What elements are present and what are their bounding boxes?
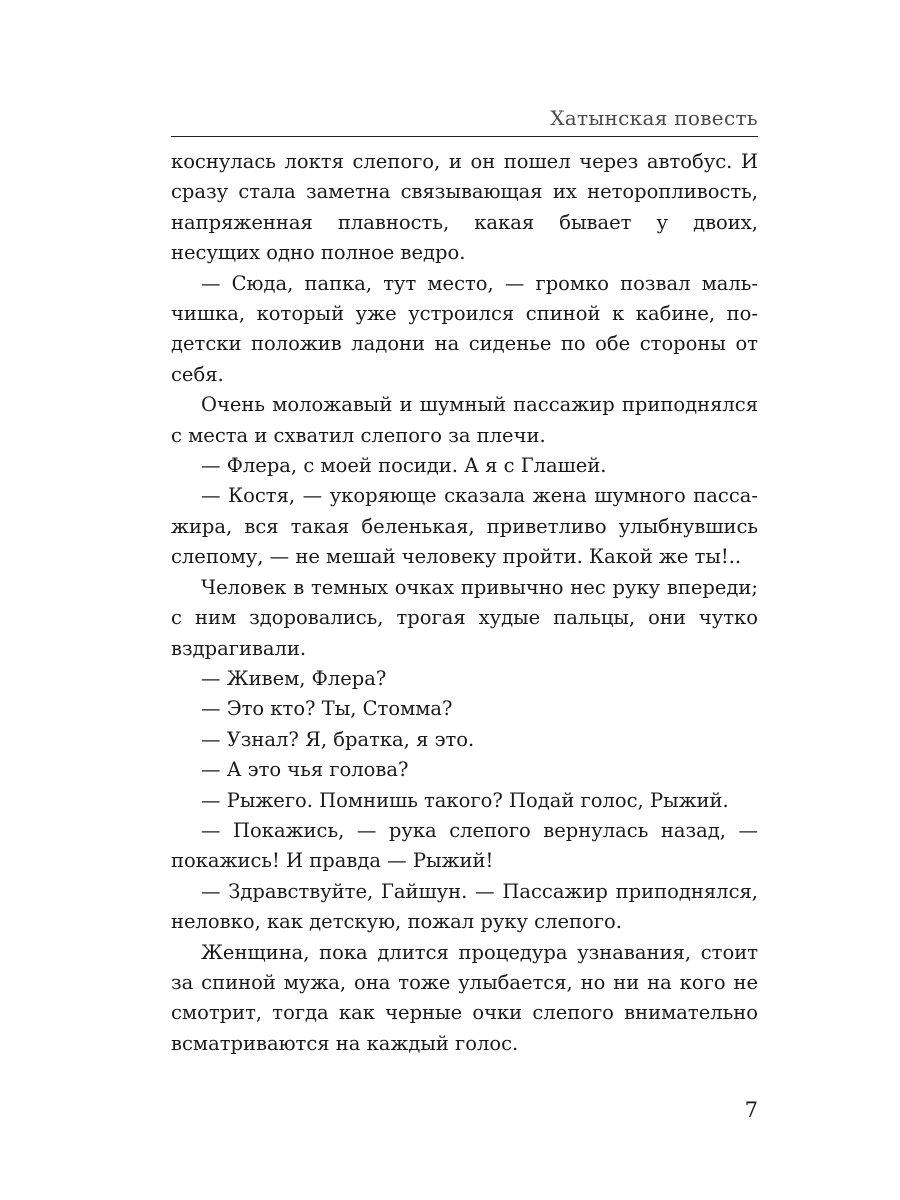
body-text <box>171 147 758 1059</box>
running-head: Хатынская повесть <box>550 106 758 130</box>
paragraph: — А это чья голова? <box>201 758 409 782</box>
paragraph: Очень моложавый и шумный пассажир приподнялся с места и схватил слепого за плечи. <box>171 393 758 447</box>
paragraph: — Живем, Флера? <box>201 666 387 690</box>
paragraph: — Здравствуйте, Гайшун. — Пассажир приподнялся, неловко, как детскую, пожал руку слепого. <box>171 879 758 934</box>
paragraph: — Сюда, папка, тут место, — громко позвал мальчишка, который уже устроился спиной к кабине, по-детски положив ладони на сиденье по обе стороны от себя. <box>171 271 758 386</box>
header-rule <box>171 136 758 137</box>
page-number: 7 <box>744 1098 758 1122</box>
paragraph: — Узнал? Я, братка, я это. <box>201 727 475 751</box>
paragraph: коснулась локтя слепого, и он пошел через автобус. И сразу стала заметна связывающая их неторопливость, напряженная плавность, какая бывает у двоих, несущих одно полное ведро. <box>171 150 758 265</box>
paragraph: — Костя, — укоряюще сказала жена шумного пассажира, вся такая беленькая, приветливо улыбнувшись слепому, — не мешай человеку пройти. Какой же ты!.. <box>171 484 758 569</box>
paragraph: — Рыжего. Помнишь такого? Подай голос, Рыжий. <box>201 788 729 812</box>
paragraph: — Покажись, — рука слепого вернулась назад, — покажись! И правда — Рыжий! <box>171 818 758 873</box>
paragraph: Женщина, пока длится процедура узнавания, стоит за спиной мужа, она тоже улыбается, но ни на кого не смотрит, тогда как черные очки слепого внимательно всматриваются на каждый голос. <box>171 940 758 1055</box>
paragraph: Человек в темных очках привычно нес руку впереди; с ним здоровались, трогая худые пальцы, они чутко вздрагивали. <box>171 575 758 660</box>
paragraph: — Это кто? Ты, Стомма? <box>201 697 453 721</box>
paragraph: — Флера, с моей посиди. А я с Глашей. <box>201 454 607 478</box>
